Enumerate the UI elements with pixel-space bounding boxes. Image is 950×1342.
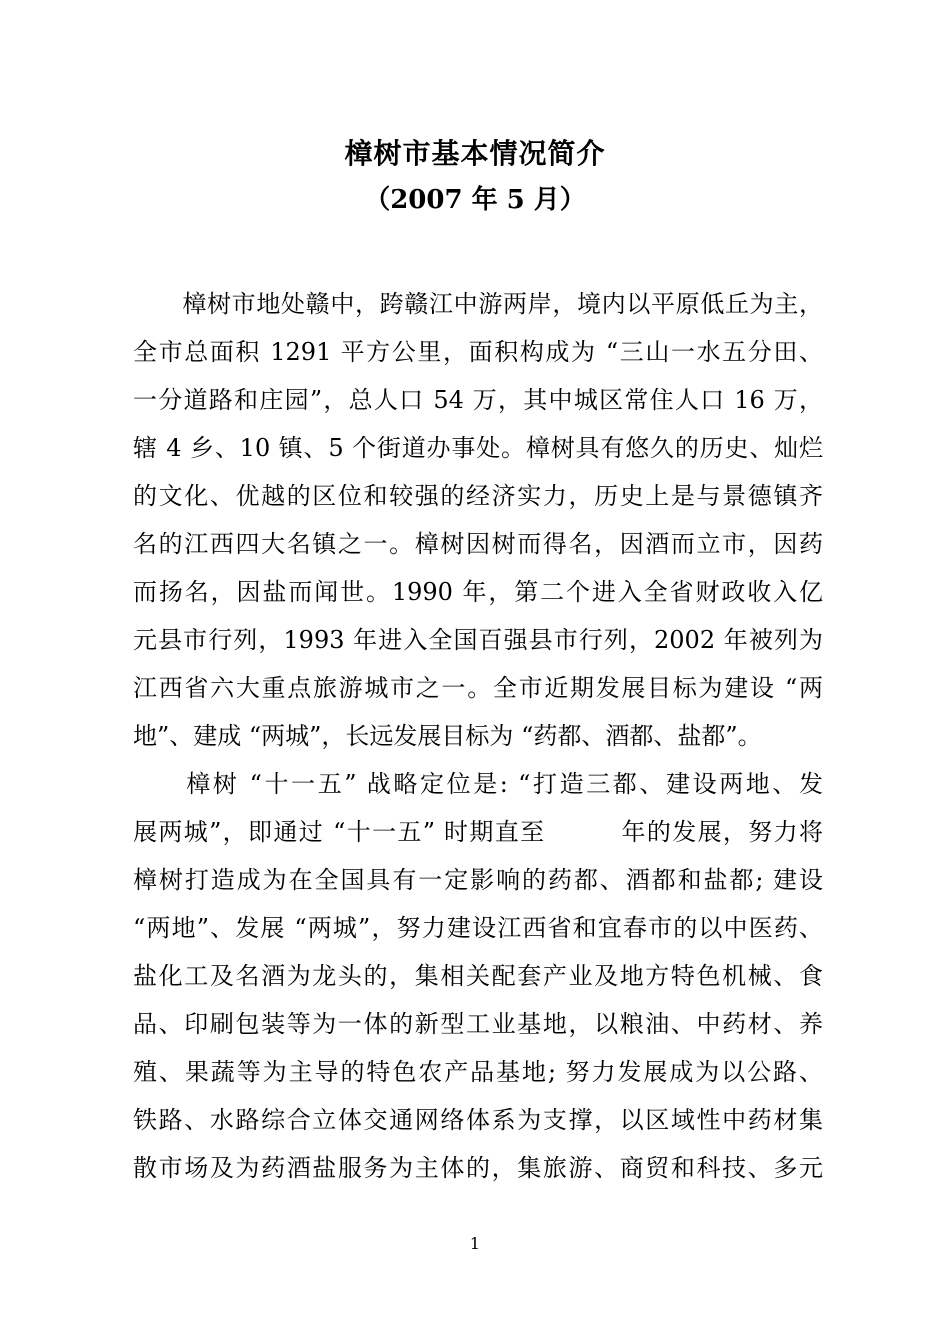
text-line: 辖 4 乡、10 镇、5 个街道办事处。樟树具有悠久的历史、灿烂 bbox=[133, 434, 823, 462]
text-line: 樟树打造成为在全国具有一定影响的药都、酒都和盐都; 建设 bbox=[133, 866, 823, 894]
text-line: 的文化、优越的区位和较强的经济实力，历史上是与景德镇齐 bbox=[133, 482, 823, 510]
text-line: 散市场及为药酒盐服务为主体的，集旅游、商贸和科技、多元 bbox=[133, 1154, 823, 1182]
document-body bbox=[133, 280, 823, 1192]
text-line: 而扬名，因盐而闻世。1990 年，第二个进入全省财政收入亿 bbox=[133, 578, 823, 606]
text-line: 樟树 “十一五” 战略定位是: “打造三都、建设两地、发 bbox=[133, 770, 823, 798]
text-line: 铁路、水路综合立体交通网络体系为支撑，以区域性中药材集 bbox=[133, 1106, 823, 1134]
document-title: 樟树市基本情况简介 bbox=[344, 137, 606, 170]
text-line: 樟树市地处赣中，跨赣江中游两岸，境内以平原低丘为主， bbox=[133, 290, 823, 318]
text-line: 展两城”，即通过 “十一五” 时期直至 年的发展，努力将 bbox=[133, 818, 823, 846]
text-line: 全市总面积 1291 平方公里，面积构成为 “三山一水五分田、 bbox=[133, 338, 823, 366]
document-date: （2007 年 5 月） bbox=[364, 185, 586, 215]
page-number: 1 bbox=[469, 1234, 481, 1253]
text-line: 殖、果蔬等为主导的特色农产品基地; 努力发展成为以公路、 bbox=[133, 1058, 823, 1086]
text-line: 名的江西四大名镇之一。樟树因树而得名，因酒而立市，因药 bbox=[133, 530, 823, 558]
text-line: 地”、建成 “两城”，长远发展目标为 “药都、酒都、盐都”。 bbox=[133, 722, 762, 750]
paragraph-2 bbox=[133, 760, 823, 1192]
text-line: 盐化工及名酒为龙头的，集相关配套产业及地方特色机械、食 bbox=[133, 962, 823, 990]
text-line: 品、印刷包装等为一体的新型工业基地，以粮油、中药材、养 bbox=[133, 1010, 823, 1038]
paragraph-1 bbox=[133, 280, 823, 760]
text-line: 江西省六大重点旅游城市之一。全市近期发展目标为建设 “两 bbox=[133, 674, 823, 702]
text-line: 元县市行列，1993 年进入全国百强县市行列，2002 年被列为 bbox=[133, 626, 823, 654]
text-line: “两地”、发展 “两城”，努力建设江西省和宜春市的以中医药、 bbox=[133, 914, 823, 942]
text-line: 一分道路和庄园”，总人口 54 万，其中城区常住人口 16 万， bbox=[133, 386, 823, 414]
